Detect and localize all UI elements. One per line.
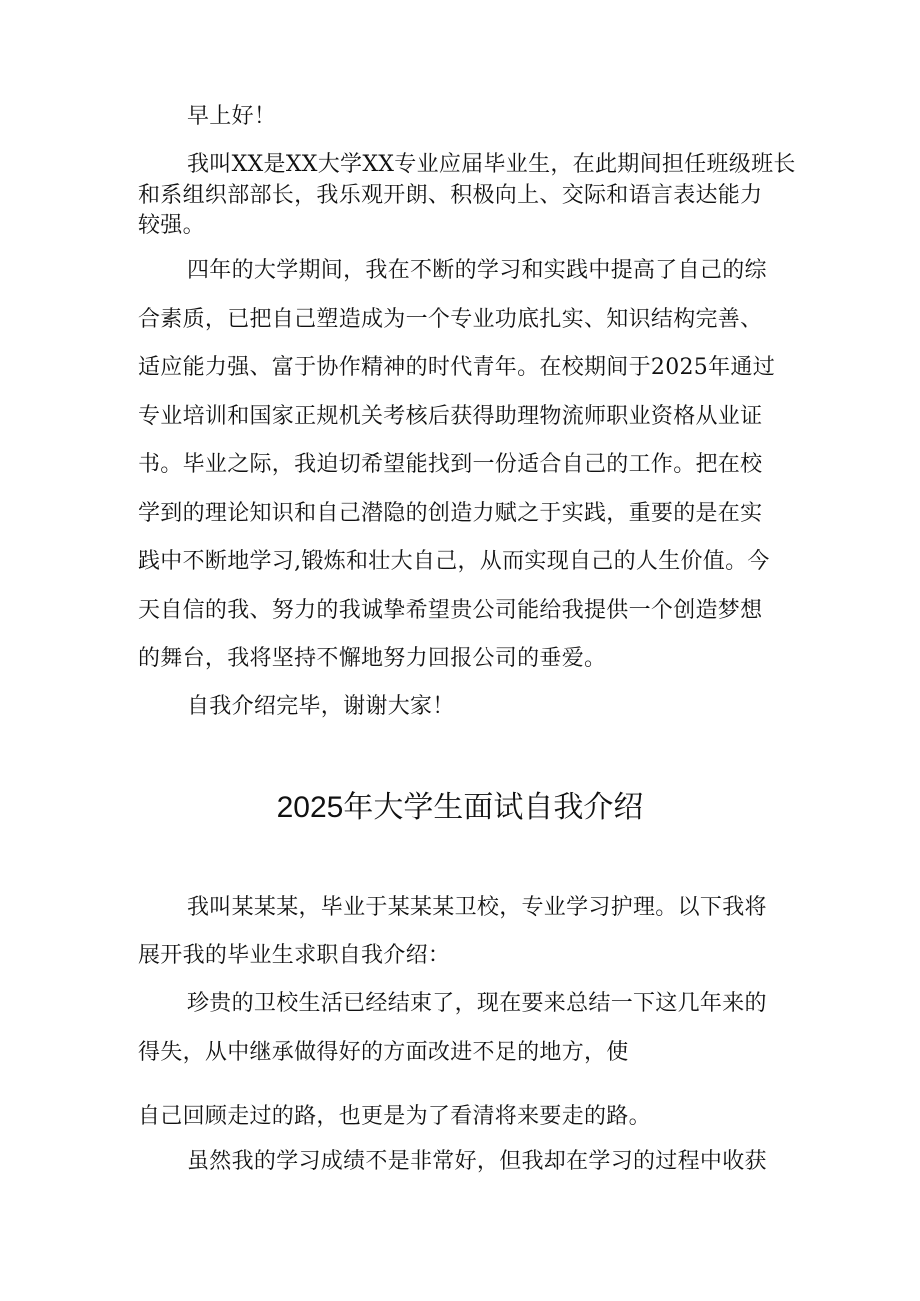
p4-line-1: 虽然我的学习成绩不是非常好，但我却在学习的过程中收获 — [187, 1149, 767, 1174]
body-line-9: 的舞台，我将坚持不懈地努力回报公司的垂爱。 — [138, 646, 607, 671]
p3-line-1: 自己回顾走过的路，也更是为了看清将来要走的路。 — [138, 1104, 651, 1129]
body-line-7: 践中不断地学习,锻炼和壮大自己，从而实现自己的人生价值。今 — [138, 549, 770, 574]
body-line-3: 适应能力强、富于协作精神的时代青年。在校期间于2025年通过 — [138, 355, 775, 380]
p2-line-2: 得失，从中继承做得好的方面改进不足的地方，使 — [138, 1040, 629, 1065]
body-line-8: 天自信的我、努力的我诚挚希望贵公司能给我提供一个创造梦想 — [138, 598, 763, 623]
section-title: 2025年大学生面试自我介绍 — [276, 791, 644, 824]
intro-line-2: 和系组织部部长，我乐观开朗、积极向上、交际和语言表达能力 — [138, 183, 763, 208]
intro-line-1: 我叫XX是XX大学XX专业应届毕业生，在此期间担任班级班长 — [187, 152, 796, 177]
greeting-line: 早上好！ — [187, 104, 277, 129]
body-line-4: 专业培训和国家正规机关考核后获得助理物流师职业资格从业证 — [138, 404, 763, 429]
body-line-2: 合素质，已把自己塑造成为一个专业功底扎实、知识结构完善、 — [138, 307, 763, 332]
intro-line-3: 较强。 — [138, 213, 205, 238]
p1-line-2: 展开我的毕业生求职自我介绍： — [138, 943, 451, 968]
body-line-1: 四年的大学期间，我在不断的学习和实践中提高了自己的综 — [187, 258, 767, 283]
p1-line-1: 我叫某某某，毕业于某某某卫校，专业学习护理。以下我将 — [187, 895, 767, 920]
body-line-5: 书。毕业之际，我迫切希望能找到一份适合自己的工作。把在校 — [138, 452, 763, 477]
closing-line: 自我介绍完毕，谢谢大家！ — [187, 694, 455, 719]
body-line-6: 学到的理论知识和自己潜隐的创造力赋之于实践，重要的是在实 — [138, 501, 763, 526]
p2-line-1: 珍贵的卫校生活已经结束了，现在要来总结一下这几年来的 — [187, 991, 767, 1016]
